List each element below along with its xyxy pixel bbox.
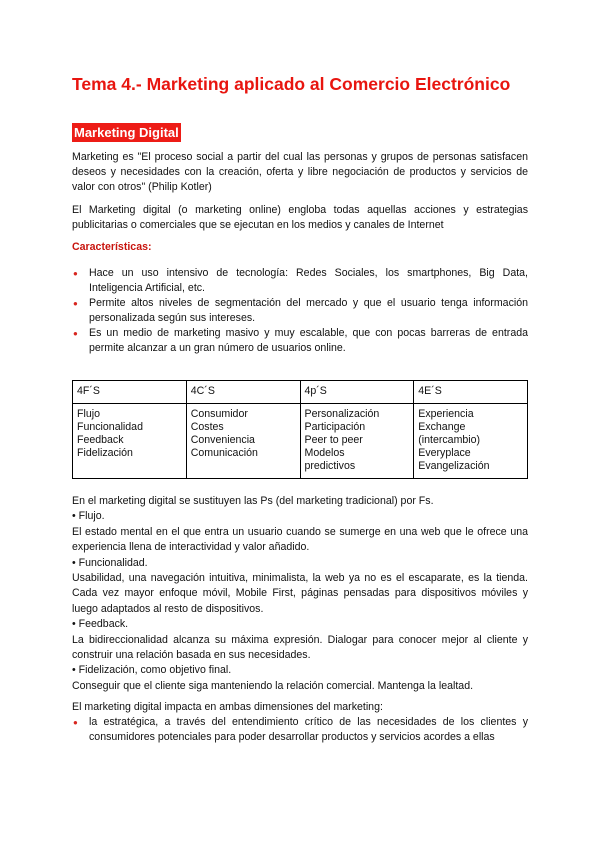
- body-line: • Funcionalidad.: [72, 556, 148, 569]
- list-item: ● Hace un uso intensivo de tecnología: Redes Sociales, los smartphones, Big Data, Inteligencia Artificial, etc.: [72, 266, 528, 296]
- body-line: El estado mental en el que entra un usuario cuando se sumerge en una web que le ofrece una experiencia llena de interactividad y valor añadido.: [72, 525, 528, 554]
- cell-line: Participación: [304, 421, 366, 433]
- cell-line: Feedback: [77, 434, 124, 446]
- table-cell-4p: [300, 404, 414, 479]
- table-cell-4c: [186, 404, 300, 479]
- fs-explanation: [72, 494, 528, 694]
- comparison-table: [72, 380, 528, 479]
- document-title: Tema 4.- Marketing aplicado al Comercio Electrónico: [72, 74, 511, 94]
- list-item: ● Permite altos niveles de segmentación del mercado y que el usuario tenga información personalizada según sus intereses.: [72, 296, 528, 326]
- cell-line: Comunicación: [190, 447, 258, 459]
- cell-line: Experiencia: [418, 408, 474, 420]
- cell-line: Fidelización: [77, 447, 133, 459]
- body-line: • Fidelización, como objetivo final.: [72, 664, 232, 677]
- cell-line: Consumidor: [190, 408, 248, 420]
- dimensions-list: [72, 715, 528, 745]
- cell-line: (intercambio): [418, 434, 481, 446]
- body-line: En el marketing digital se sustituyen las Ps (del marketing tradicional) por Fs.: [72, 495, 434, 507]
- table-header-cell: 4F´S: [73, 381, 187, 404]
- table-cell-4f: [73, 404, 187, 479]
- cell-line: Personalización: [304, 408, 380, 420]
- body-line: • Feedback.: [72, 618, 129, 631]
- section-heading: Marketing Digital: [74, 125, 179, 140]
- cell-line: Everyplace: [418, 447, 471, 459]
- cell-line: Exchange: [418, 421, 466, 433]
- dimensions-intro: El marketing digital impacta en ambas dimensiones del marketing:: [72, 701, 383, 713]
- cell-line: Modelos: [304, 447, 345, 459]
- caracteristicas-list: [72, 266, 528, 356]
- cell-line: Evangelización: [418, 460, 490, 472]
- cell-line: predictivos: [304, 460, 356, 472]
- cell-line: Conveniencia: [190, 434, 255, 446]
- list-item: ● Es un medio de marketing masivo y muy escalable, que con pocas barreras de entrada permite alcanzar a un gran número de usuarios online.: [72, 326, 528, 356]
- caracteristicas-label: Características:: [72, 241, 152, 253]
- cell-line: Peer to peer: [304, 434, 363, 446]
- intro-paragraph-2: El Marketing digital (o marketing online) engloba todas aquellas acciones y estrategias publicitarias o comerciales que se ejecutan en los medios y canales de Internet: [72, 204, 528, 231]
- table-header-row: [73, 381, 528, 404]
- table-row: [73, 404, 528, 479]
- body-line: Conseguir que el cliente siga manteniendo la relación comercial. Mantenga la lealtad.: [72, 679, 474, 692]
- list-item: ● la estratégica, a través del entendimiento crítico de las necesidades de los clientes y consumidores potenciales para poder desarrollar productos y servicios acordes a ellas: [72, 715, 528, 745]
- table-cell-4e: [414, 404, 528, 479]
- body-line: La bidireccionalidad alcanza su máxima expresión. Dialogar para conocer mejor al cliente y construir una relación basada en sus necesidades.: [72, 633, 528, 662]
- table-header-cell: 4p´S: [300, 381, 414, 404]
- intro-paragraph-1: Marketing es "El proceso social a partir del cual las personas y grupos de personas satisfacen deseos y necesidades con la creación, oferta y libre negociación de productos y servicios de valor con otros" (Philip Kotler): [72, 151, 528, 193]
- table-header-cell: 4C´S: [186, 381, 300, 404]
- cell-line: Funcionalidad: [77, 421, 143, 433]
- table-header-cell: 4E´S: [414, 381, 528, 404]
- body-line: Usabilidad, una navegación intuitiva, minimalista, la web ya no es el escaparate, es la tienda. Cada vez mayor enfoque móvil, Mobile First, páginas pensadas para dispositivos móviles y luego adaptados al resto de dispositivos.: [72, 572, 528, 615]
- cell-line: Costes: [190, 421, 224, 433]
- body-line: • Flujo.: [72, 510, 105, 523]
- cell-line: Flujo: [77, 408, 100, 420]
